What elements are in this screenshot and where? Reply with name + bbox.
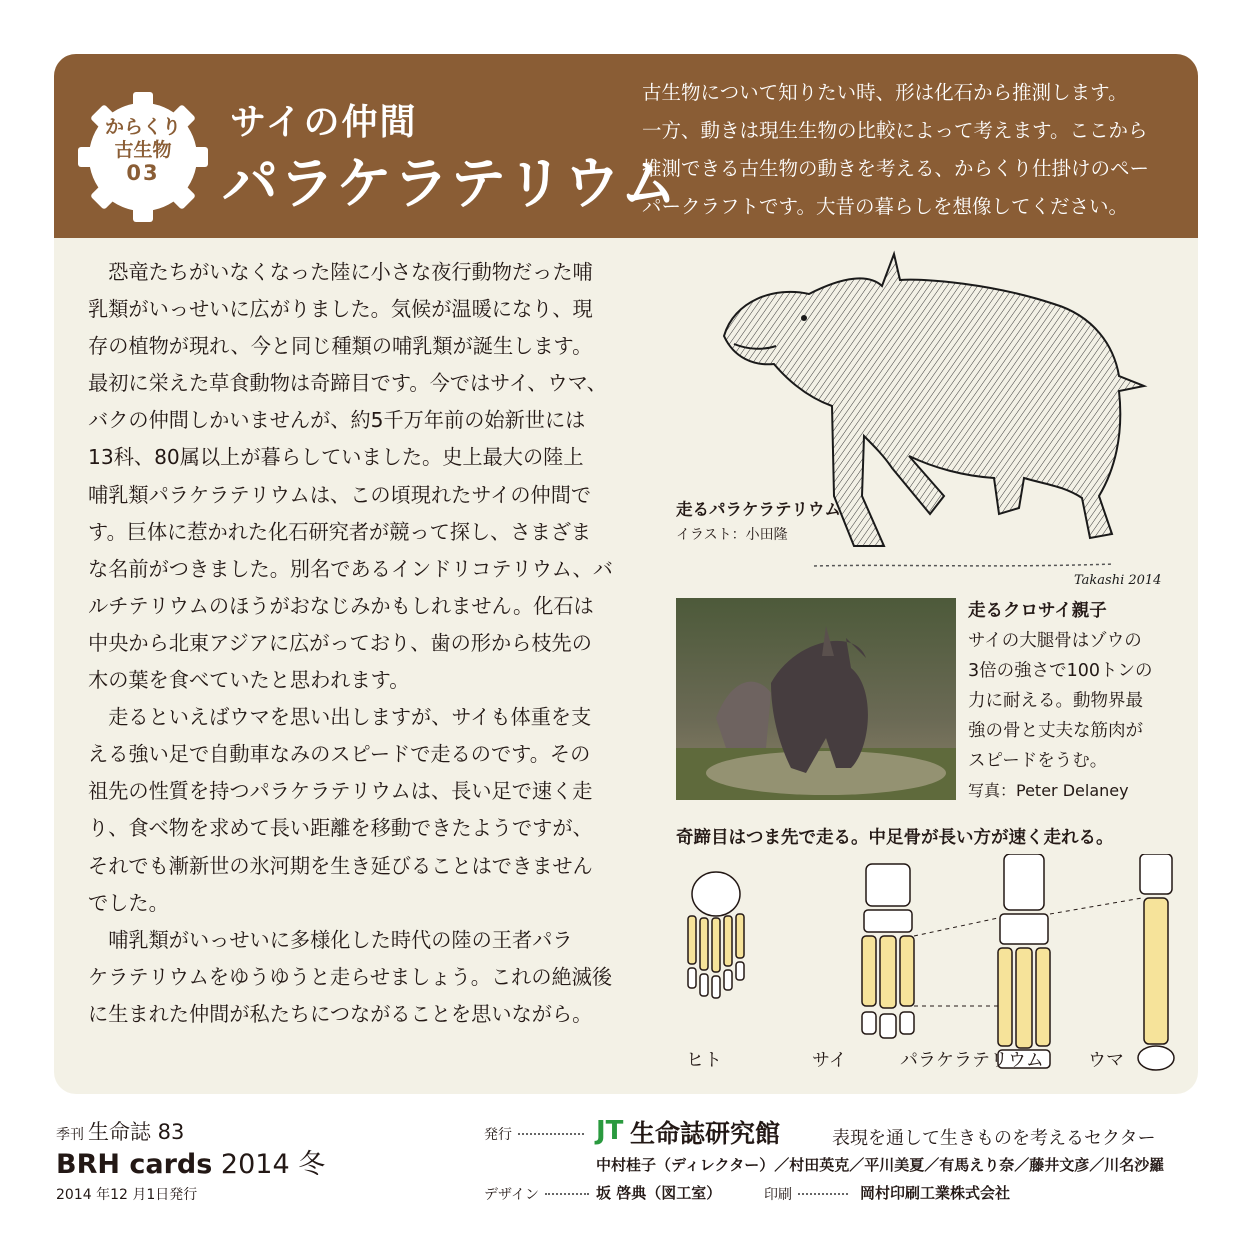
body-line: ルチテリウムのほうがおなじみかもしれません。化石は	[88, 593, 594, 618]
intro-line: 古生物について知りたい時、形は化石から推測します。	[642, 81, 1128, 104]
body-line: でした。	[88, 890, 169, 915]
intro-line: 推測できる古生物の動きを考える、からくり仕掛けのペー	[642, 157, 1150, 180]
photo-caption-line: 3倍の強さで100トンの	[968, 661, 1153, 681]
illustration-caption: 走るパラケラテリウム	[676, 500, 841, 519]
badge-number: 03	[126, 161, 160, 185]
photo-caption-line: スピードをうむ。	[968, 751, 1108, 771]
foot-bones-diagram	[676, 854, 1176, 1074]
human-foot-bones	[688, 872, 744, 998]
body-line: 13科、80属以上が暮らしていました。史上最大の陸上	[88, 445, 584, 470]
body-line: な名前がつきました。別名であるインドリコテリウム、バ	[88, 556, 613, 581]
body-line: バクの仲間しかいませんが、約5千万年前の始新世には	[88, 408, 586, 433]
body-line: す。巨体に惹かれた化石研究者が競って探し、さまざま	[88, 519, 592, 544]
intro-line: パークラフトです。大昔の暮らしを想像してください。	[642, 195, 1128, 218]
illustration-signature: Takashi 2014	[1074, 573, 1162, 586]
photo-caption	[968, 596, 1188, 806]
body-line: 哺乳類パラケラテリウムは、この頃現れたサイの仲間で	[88, 482, 592, 507]
rhino-foot-bones	[862, 864, 914, 1038]
body-line: 乳類がいっせいに広がりました。気候が温暖になり、現	[88, 297, 593, 322]
print-label	[764, 1184, 854, 1204]
foot-label-human: ヒト	[686, 1050, 722, 1071]
intro-line: 一方、動きは現生生物の比較によって考えます。ここから	[642, 119, 1148, 142]
printer: 岡村印刷工業株式会社	[860, 1184, 1011, 1202]
badge-line1: からくり	[104, 116, 181, 138]
publisher-label-text: 発行	[484, 1127, 512, 1143]
photo-caption-line: サイの大腿骨はゾウの	[968, 631, 1142, 651]
badge-line2: 古生物	[114, 139, 172, 161]
badge	[78, 116, 208, 185]
body-line: 走るといえばウマを思い出しますが、サイも体重を支	[88, 705, 592, 730]
magazine-name: 生命誌 83	[88, 1120, 185, 1144]
body-line: に生まれた仲間が私たちにつながることを思いながら。	[88, 1001, 593, 1026]
organization-name: 生命誌研究館	[630, 1119, 781, 1148]
illustration-credit: イラスト：小田隆	[676, 527, 788, 543]
page-subtitle: サイの仲間	[230, 102, 418, 143]
foot-label-horse: ウマ	[1088, 1050, 1124, 1071]
foot-label-paraceratherium: パラケラテリウム	[900, 1050, 1044, 1071]
body-line: それでも漸新世の氷河期を生き延びることはできません	[88, 853, 593, 878]
body-line: 哺乳類がいっせいに多様化した時代の陸の王者パラ	[88, 927, 573, 952]
header-band	[54, 54, 1198, 238]
publisher-label	[484, 1124, 590, 1144]
card	[54, 54, 1198, 1094]
body-line: り、食べ物を求めて長い距離を移動できたようですが、	[88, 816, 593, 841]
body-line: える強い足で自動車なみのスピードで走るのです。その	[88, 742, 591, 767]
design-label-text: デザイン	[484, 1187, 540, 1203]
photo-credit: 写真：Peter Delaney	[968, 781, 1129, 800]
periodical-label: 季刊	[56, 1127, 84, 1143]
rhino-photo	[676, 598, 956, 800]
photo-caption-title: 走るクロサイ親子	[968, 601, 1107, 621]
body-line: 中央から北東アジアに広がっており、歯の形から枝先の	[88, 630, 592, 655]
horse-foot-bones	[1138, 854, 1174, 1070]
paraceratherium-foot-bones	[998, 854, 1050, 1068]
body-line: 存の植物が現れ、今と同じ種類の哺乳類が誕生します。	[88, 334, 593, 359]
season: 2014 冬	[220, 1149, 326, 1180]
brand-line	[56, 1142, 325, 1181]
feet-diagram-title: 奇蹄目はつま先で走る。中足骨が長い方が速く走れる。	[676, 828, 1114, 848]
jt-logo: JT	[596, 1116, 624, 1146]
photo-caption-line: 力に耐える。動物界最	[968, 691, 1143, 711]
designer: 坂 啓典（図工室）	[596, 1184, 722, 1202]
photo-caption-line: 強の骨と丈夫な筋肉が	[968, 721, 1143, 741]
organization-tagline: 表現を通して生きものを考えるセクター	[832, 1128, 1156, 1149]
article-body	[88, 254, 648, 1033]
intro-text	[642, 74, 1182, 226]
page-title: パラケラテリウム	[222, 152, 678, 217]
design-label	[484, 1184, 595, 1204]
print-label-text: 印刷	[764, 1187, 792, 1203]
publish-date: 2014 年12 月1日発行	[56, 1187, 198, 1203]
body-line: 最初に栄えた草食動物は奇蹄目です。今ではサイ、ウマ、	[88, 371, 607, 396]
body-line: 祖先の性質を持つパラケラテリウムは、長い足で速く走	[88, 779, 593, 804]
brand-name: BRH cards	[56, 1149, 213, 1180]
body-line: 恐竜たちがいなくなった陸に小さな夜行動物だった哺	[88, 260, 593, 284]
body-line: ケラテリウムをゆうゆうと走らせましょう。これの絶滅後	[88, 964, 613, 989]
staff-list: 中村桂子（ディレクター）／村田英克／平川美夏／有馬えり奈／藤井文彦／川名沙羅	[596, 1156, 1165, 1174]
body-line: 木の葉を食べていたと思われます。	[88, 668, 410, 693]
foot-label-rhino: サイ	[812, 1050, 847, 1071]
